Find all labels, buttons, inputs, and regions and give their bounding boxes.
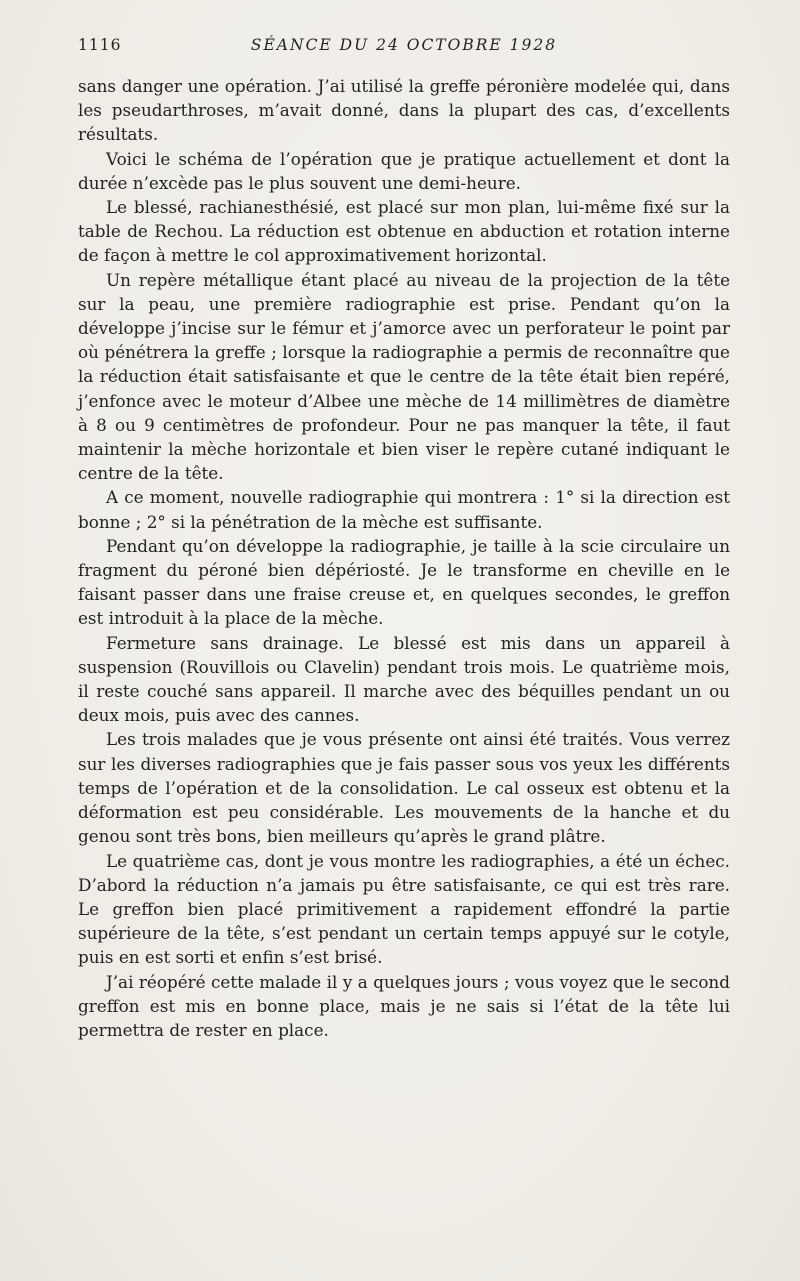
- body-text: [78, 74, 730, 1042]
- paragraph: Les trois malades que je vous présente ont ainsi été traités. Vous verrez sur les diverses radiographies que je fais passer sous vos yeux les différents temps de l’opération et de la consolidation. Le cal osseux est obtenu et la déformation est peu considérable. Les mouvements de la hanche et du genou sont très bons, bien meilleurs qu’après le grand plâtre.: [78, 729, 730, 847]
- paragraph: Voici le schéma de l’opération que je pratique actuellement et dont la durée n’excède pas le plus souvent une demi-heure.: [78, 148, 730, 193]
- running-title: SÉANCE DU 24 OCTOBRE 1928: [250, 36, 558, 54]
- page-number: 1116: [78, 36, 122, 54]
- paragraph: Un repère métallique étant placé au niveau de la projection de la tête sur la peau, une première radiographie est prise. Pendant qu’on la développe j’incise sur le fémur et j’amorce avec un perforateur le point par où pénétrera la greffe ; lorsque la radiographie a permis de reconnaître que la réduction était satisfaisante et que le centre de la tête était bien repéré, j’enfonce avec le moteur d’Albee une mèche de 14 millimètres de diamètre à 8 ou 9 centimètres de profondeur. Pour ne pas manquer la tête, il faut maintenir la mèche horizontale et bien viser le repère cutané indiquant le centre de la tête.: [78, 269, 730, 484]
- paragraph: Le blessé, rachianesthésié, est placé sur mon plan, lui-même fixé sur la table de Rechou. La réduction est obtenue en abduction et rotation interne de façon à mettre le col approximativement horizontal.: [78, 197, 730, 266]
- paragraph: sans danger une opération. J’ai utilisé la greffe péronière modelée qui, dans les pseudarthroses, m’avait donné, dans la plupart des cas, d’excellents résultats.: [78, 76, 730, 145]
- paragraph: Pendant qu’on développe la radiographie, je taille à la scie circulaire un fragment du péroné bien dépériosté. Je le transforme en cheville en le faisant passer dans une fraise creuse et, en quelques secondes, le greffon est introduit à la place de la mèche.: [78, 535, 730, 629]
- paragraph: J’ai réopéré cette malade il y a quelques jours ; vous voyez que le second greffon est mis en bonne place, mais je ne sais si l’état de la tête lui permettra de rester en place.: [78, 971, 730, 1040]
- paragraph: Fermeture sans drainage. Le blessé est mis dans un appareil à suspension (Rouvillois ou Clavelin) pendant trois mois. Le quatrième mois, il reste couché sans appareil. Il marche avec des béquilles pendant un ou deux mois, puis avec des cannes.: [78, 632, 730, 726]
- paragraph: A ce moment, nouvelle radiographie qui montrera : 1° si la direction est bonne ; 2° si la pénétration de la mèche est suffisante.: [78, 487, 730, 532]
- running-head: [78, 36, 730, 56]
- paragraph: Le quatrième cas, dont je vous montre les radiographies, a été un échec. D’abord la réduction n’a jamais pu être satisfaisante, ce qui est très rare. Le greffon bien placé primitivement a rapidement effondré la partie supérieure de la tête, s’est pendant un certain temps appuyé sur le cotyle, puis en est sorti et enfin s’est brisé.: [78, 850, 730, 968]
